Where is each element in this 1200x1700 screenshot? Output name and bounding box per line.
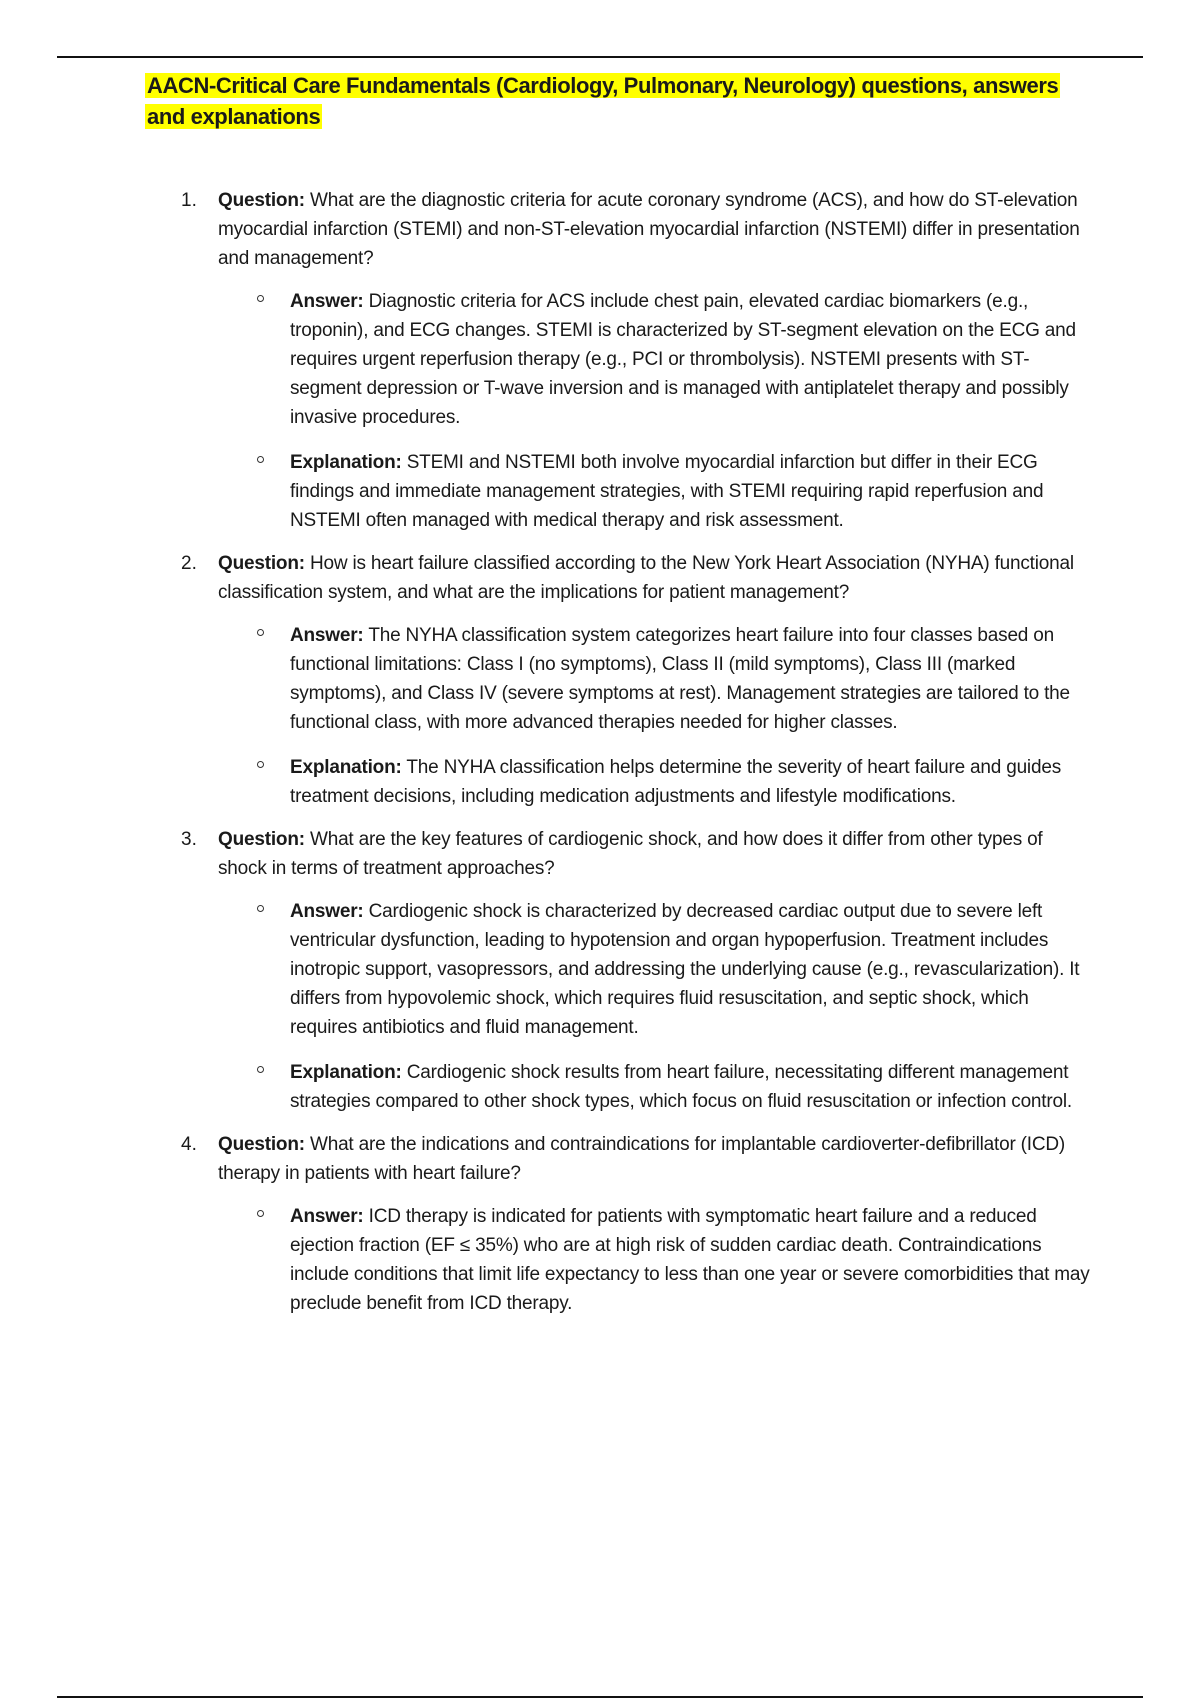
explanation-item	[218, 1058, 1095, 1116]
explanation-text	[290, 448, 1095, 535]
question-number: 3.	[181, 829, 197, 850]
answer-body: Diagnostic criteria for ACS include chest pain, elevated cardiac biomarkers (e.g., troponin), and ECG changes. STEMI is characterized by ST-segment elevation on the ECG and requires urgent reperfusion therapy (e.g., PCI or thrombolysis). NSTEMI presents with ST-segment depression or T-wave inversion and is managed with antiplatelet therapy and possibly invasive procedures.	[290, 291, 1076, 428]
question-number: 2.	[181, 553, 197, 574]
question-label: Question:	[218, 829, 305, 850]
question-label: Question:	[218, 553, 305, 574]
question-label: Question:	[218, 1134, 305, 1155]
answer-item	[218, 1202, 1095, 1318]
question-text	[218, 186, 1095, 273]
answer-list	[218, 1202, 1095, 1318]
explanation-label: Explanation:	[290, 757, 402, 778]
hollow-bullet-icon	[257, 295, 264, 302]
answer-label: Answer:	[290, 1206, 364, 1227]
explanation-body: The NYHA classification helps determine the severity of heart failure and guides treatment decisions, including medication adjustments and lifestyle modifications.	[290, 757, 1061, 807]
answer-item	[218, 287, 1095, 432]
bottom-rule	[57, 1696, 1143, 1698]
question-label: Question:	[218, 190, 305, 211]
question-list	[145, 186, 1095, 1318]
question-body: How is heart failure classified according to the New York Heart Association (NYHA) functional classification system, and what are the implications for patient management?	[218, 553, 1074, 603]
explanation-body: Cardiogenic shock results from heart failure, necessitating different management strategies compared to other shock types, which focus on fluid resuscitation or infection control.	[290, 1062, 1072, 1112]
answer-item	[218, 621, 1095, 737]
explanation-item	[218, 753, 1095, 811]
question-text	[218, 825, 1095, 883]
explanation-body: STEMI and NSTEMI both involve myocardial infarction but differ in their ECG findings and immediate management strategies, with STEMI requiring rapid reperfusion and NSTEMI often managed with medical therapy and risk assessment.	[290, 452, 1044, 531]
question-item	[145, 186, 1095, 535]
top-rule	[57, 56, 1143, 58]
explanation-item	[218, 448, 1095, 535]
hollow-bullet-icon	[257, 629, 264, 636]
hollow-bullet-icon	[257, 905, 264, 912]
answer-text	[290, 287, 1095, 432]
answer-list	[218, 287, 1095, 535]
question-text	[218, 549, 1095, 607]
question-number: 1.	[181, 190, 197, 211]
answer-text	[290, 1202, 1095, 1318]
explanation-text	[290, 1058, 1095, 1116]
document-title	[145, 70, 1095, 132]
title-highlight: AACN-Critical Care Fundamentals (Cardiology, Pulmonary, Neurology) questions, answers and explanations	[147, 73, 1059, 129]
question-item	[145, 825, 1095, 1116]
answer-item	[218, 897, 1095, 1042]
answer-body: The NYHA classification system categorizes heart failure into four classes based on functional limitations: Class I (no symptoms), Class II (mild symptoms), Class III (marked symptoms), and Class IV (severe symptoms at rest). Management strategies are tailored to the functional class, with more advanced therapies needed for higher classes.	[290, 625, 1070, 733]
question-item	[145, 549, 1095, 811]
question-body: What are the diagnostic criteria for acute coronary syndrome (ACS), and how do ST-elevation myocardial infarction (STEMI) and non-ST-elevation myocardial infarction (NSTEMI) differ in presentation and management?	[218, 190, 1080, 269]
answer-text	[290, 621, 1095, 737]
answer-label: Answer:	[290, 625, 364, 646]
explanation-label: Explanation:	[290, 1062, 402, 1083]
answer-body: Cardiogenic shock is characterized by decreased cardiac output due to severe left ventricular dysfunction, leading to hypotension and organ hypoperfusion. Treatment includes inotropic support, vasopressors, and addressing the underlying cause (e.g., revascularization). It differs from hypovolemic shock, which requires fluid resuscitation, and septic shock, which requires antibiotics and fluid management.	[290, 901, 1080, 1038]
answer-label: Answer:	[290, 291, 364, 312]
answer-body: ICD therapy is indicated for patients with symptomatic heart failure and a reduced ejection fraction (EF ≤ 35%) who are at high risk of sudden cardiac death. Contraindications include conditions that limit life expectancy to less than one year or severe comorbidities that may preclude benefit from ICD therapy.	[290, 1206, 1090, 1314]
answer-list	[218, 897, 1095, 1116]
document-body	[145, 70, 1095, 1332]
answer-text	[290, 897, 1095, 1042]
answer-list	[218, 621, 1095, 811]
question-body: What are the key features of cardiogenic shock, and how does it differ from other types of shock in terms of treatment approaches?	[218, 829, 1043, 879]
answer-label: Answer:	[290, 901, 364, 922]
explanation-label: Explanation:	[290, 452, 402, 473]
question-body: What are the indications and contraindications for implantable cardioverter-defibrillator (ICD) therapy in patients with heart failure?	[218, 1134, 1066, 1184]
question-number: 4.	[181, 1134, 197, 1155]
explanation-text	[290, 753, 1095, 811]
hollow-bullet-icon	[257, 456, 264, 463]
question-text	[218, 1130, 1095, 1188]
question-item	[145, 1130, 1095, 1318]
hollow-bullet-icon	[257, 761, 264, 768]
hollow-bullet-icon	[257, 1210, 264, 1217]
hollow-bullet-icon	[257, 1066, 264, 1073]
